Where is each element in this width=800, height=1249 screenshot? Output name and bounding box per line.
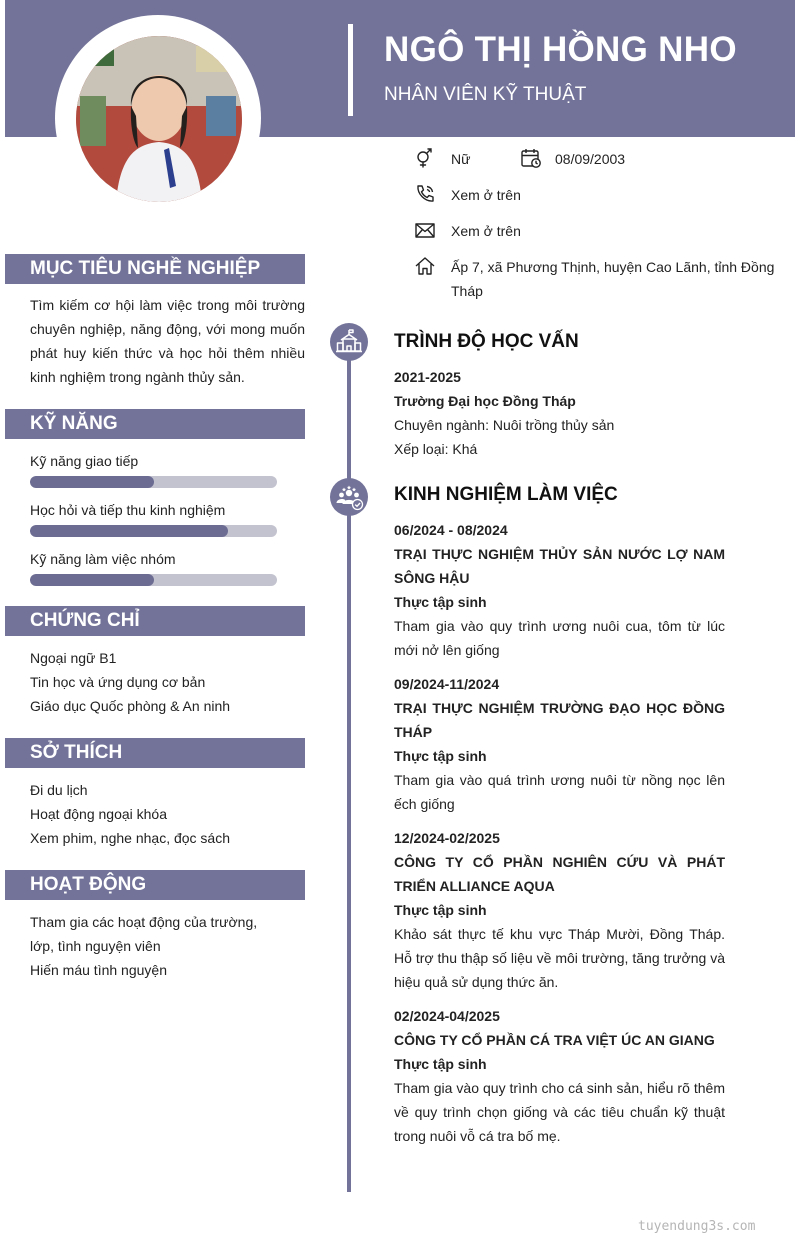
school-name: Trường Đại học Đồng Tháp: [394, 393, 576, 409]
name-divider: [348, 24, 353, 116]
experience-period: 02/2024-04/2025: [394, 1008, 500, 1024]
objective-text: Tìm kiếm cơ hội làm việc trong môi trường chuyên nghiệp, năng động, với mong muốn phát huy kiến thức và học hỏi thêm nhiều kinh nghiệm trong ngành thủy sản.: [30, 297, 305, 385]
activities-list: [30, 910, 257, 982]
list-item: Tin học và ứng dụng cơ bản: [30, 674, 206, 690]
certificates-list: [30, 646, 230, 718]
list-item: Đi du lịch: [30, 782, 88, 798]
job-title: NHÂN VIÊN KỸ THUẬT: [384, 84, 587, 105]
list-item: lớp, tình nguyện viên: [30, 938, 161, 954]
birthday-value: 08/09/2003: [555, 151, 626, 167]
skill-bar-fill: [30, 476, 154, 488]
experience-description: Tham gia vào quá trình ương nuôi từ nồng nọc lên ếch giống: [394, 772, 725, 812]
list-item: Hiến máu tình nguyện: [30, 962, 167, 978]
experience-period: 06/2024 - 08/2024: [394, 522, 508, 538]
skill-bar-fill: [30, 525, 228, 537]
list-item: Giáo dục Quốc phòng & An ninh: [30, 698, 231, 714]
company-name: CÔNG TY CỔ PHẦN NGHIÊN CỨU VÀ PHÁT TRIỂN ALLIANCE AQUA: [394, 854, 725, 894]
watermark: tuyendung3s.com: [638, 1219, 756, 1234]
calendar-icon: [520, 147, 542, 169]
company-name: TRẠI THỰC NGHIỆM THỦY SẢN NƯỚC LỢ NAM SÔNG HẬU: [394, 546, 725, 586]
skill-bar-fill: [30, 574, 154, 586]
skill-label: Kỹ năng làm việc nhóm: [30, 551, 176, 567]
mail-icon: [414, 219, 436, 241]
skill-label: Kỹ năng giao tiếp: [30, 453, 139, 469]
list-item: Xem phim, nghe nhạc, đọc sách: [30, 830, 231, 846]
home-icon: [414, 255, 436, 277]
gender-icon: [414, 147, 436, 169]
experience-role: Thực tập sinh: [394, 902, 487, 918]
activities-heading: HOẠT ĐỘNG: [5, 870, 305, 900]
experience-entry: [394, 518, 725, 662]
experience-description: Khảo sát thực tế khu vực Tháp Mười, Đồng Tháp. Hỗ trợ thu thập số liệu về môi trường, tăng trưởng và hiệu quả sử dụng thức ăn.: [394, 926, 725, 990]
education-entry: [394, 365, 725, 461]
hobbies-heading: SỞ THÍCH: [5, 738, 305, 768]
skills-heading: KỸ NĂNG: [5, 409, 305, 439]
list-item: Ngoại ngữ B1: [30, 650, 117, 666]
company-name: TRẠI THỰC NGHIỆM TRƯỜNG ĐẠO HỌC ĐỒNG THÁP: [394, 700, 725, 740]
hobbies-list: [30, 778, 230, 850]
experience-role: Thực tập sinh: [394, 594, 487, 610]
school-icon: [330, 323, 368, 361]
experience-description: Tham gia vào quy trình cho cá sinh sản, hiểu rõ thêm về quy trình chọn giống và các tiêu chuẩn kỹ thuật trong nuôi vỗ cá tra bố mẹ.: [394, 1080, 725, 1144]
education-period: 2021-2025: [394, 369, 461, 385]
education-major: Chuyên ngành: Nuôi trồng thủy sản: [394, 417, 615, 433]
experience-role: Thực tập sinh: [394, 1056, 487, 1072]
skill-bar: [30, 574, 277, 586]
experience-entry: [394, 1004, 725, 1148]
experience-entry: [394, 672, 725, 816]
list-item: Hoạt động ngoại khóa: [30, 806, 167, 822]
candidate-name: NGÔ THỊ HỒNG NHO: [384, 30, 737, 69]
team-icon: [330, 478, 368, 516]
experience-role: Thực tập sinh: [394, 748, 487, 764]
experience-description: Tham gia vào quy trình ương nuôi cua, tôm từ lúc mới nở lên giống: [394, 618, 725, 658]
list-item: Tham gia các hoạt động của trường,: [30, 914, 258, 930]
experience-period: 12/2024-02/2025: [394, 830, 500, 846]
company-name: CÔNG TY CỔ PHẦN CÁ TRA VIỆT ÚC AN GIANG: [394, 1032, 715, 1048]
education-grade: Xếp loại: Khá: [394, 441, 478, 457]
timeline-line: [347, 340, 351, 1192]
address-value: Ấp 7, xã Phương Thịnh, huyện Cao Lãnh, tỉnh Đồng Tháp: [451, 259, 775, 299]
email-value: Xem ở trên: [451, 223, 521, 239]
gender-value: Nữ: [451, 151, 471, 167]
experience-heading: KINH NGHIỆM LÀM VIỆC: [394, 484, 618, 505]
certificates-heading: CHỨNG CHỈ: [5, 606, 305, 636]
skill-label: Học hỏi và tiếp thu kinh nghiệm: [30, 502, 226, 518]
experience-period: 09/2024-11/2024: [394, 676, 500, 692]
avatar: [76, 36, 242, 202]
education-heading: TRÌNH ĐỘ HỌC VẤN: [394, 331, 579, 352]
phone-icon: [414, 183, 436, 205]
skill-bar: [30, 525, 277, 537]
phone-value: Xem ở trên: [451, 187, 521, 203]
objective-heading: MỤC TIÊU NGHỀ NGHIỆP: [5, 254, 305, 284]
skill-bar: [30, 476, 277, 488]
experience-entry: [394, 826, 725, 994]
profile-photo: [76, 36, 242, 202]
